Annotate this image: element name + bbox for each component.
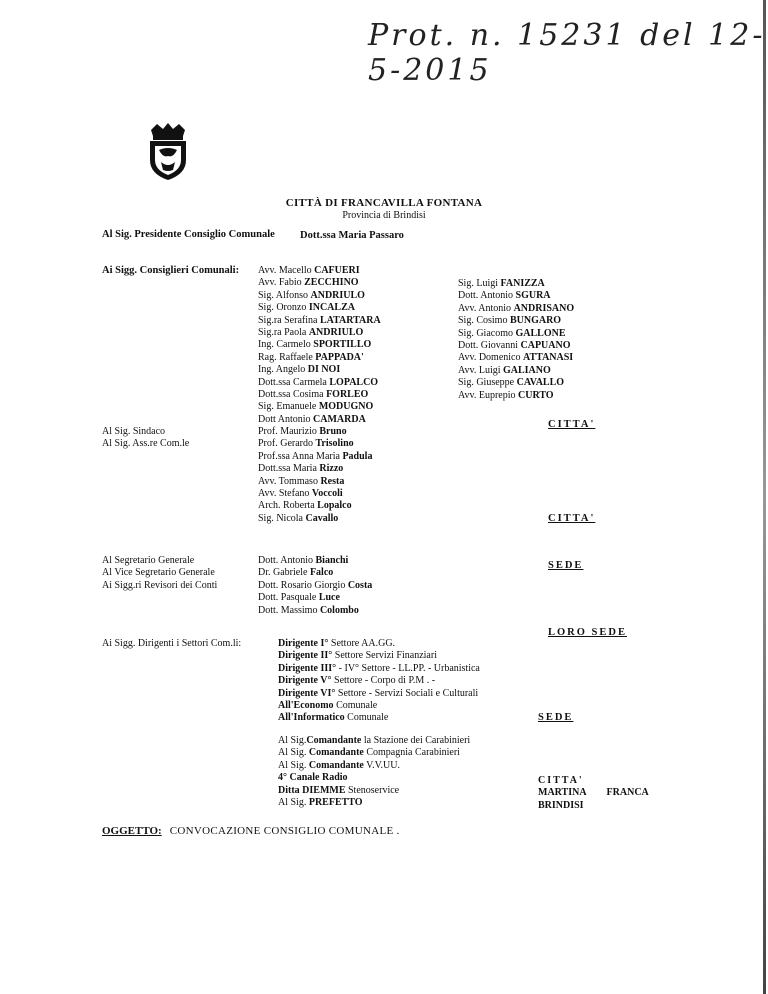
manager-entry: All'Informatico Comunale [278,712,389,724]
assessor-entry: Arch. Roberta Lopalco [258,500,352,512]
official-entry: Dott. Massimo Colombo [258,604,359,616]
official-entry: Dr. Gabriele Falco [258,567,334,579]
assessor-entry: Sig. Nicola Cavallo [258,512,339,524]
councillor-entry: Avv. Domenico ATTANASI [458,352,574,364]
councillor-entry: Avv. Euprepio CURTO [458,389,554,401]
subject-line [102,821,400,839]
other-recipient-entry: Al Sig. Comandante V.V.UU. [278,759,400,771]
councillor-entry: Avv. Fabio ZECCHINO [258,277,359,289]
councillor-entry: Sig.ra Serafina LATARTARA [258,314,381,326]
secretary-list [258,555,372,617]
province-subtitle: Provincia di Brindisi [342,210,426,221]
assessor-entry: Avv. Tommaso Resta [258,475,345,487]
other-recipient-entry: Al Sig. PREFETTO [278,797,363,809]
recipient-label: Al Segretario Generale [102,555,195,566]
councillor-entry: Dott. Antonio SGURA [458,290,551,302]
subject-text: CONVOCAZIONE CONSIGLIO COMUNALE . [169,825,400,837]
official-entry: Dott. Rosario Giorgio Costa [258,579,373,591]
councillor-entry: Sig. Giacomo GALLONE [458,327,566,339]
manager-entry: Dirigente VI° Settore - Servizi Sociali e Culturali [278,687,479,699]
councillor-entry: Ing. Angelo DI NOI [258,364,341,376]
destination-citta: CITTA' [538,775,584,786]
councillor-entry: Sig. Emanuele MODUGNO [258,401,374,413]
handwritten-protocol-note: Prot. n. 15231 del 12-5-2015 [368,18,766,88]
others-destinations [538,775,649,812]
recipient-label: Al Sig. Sindaco [102,426,166,437]
councillor-entry: Dott Antonio CAMARDA [258,413,366,425]
official-entry: Dott. Pasquale Luce [258,592,340,604]
others-list [278,735,470,809]
destination-brindisi: BRINDISI [538,799,584,811]
recipient-label: Al Sig. Ass.re Com.le [102,438,190,450]
recipient-label: Al Vice Segretario Generale [102,567,215,579]
mayor-destination: CITTA' [548,513,596,524]
recipient-label: Ai Sigg.ri Revisori dei Conti [102,579,218,591]
councillors-destination: CITTA' [548,419,596,430]
councillor-entry: Dott. Giovanni CAPUANO [458,340,571,352]
councillor-entry: Avv. Macello CAFUERI [258,265,360,276]
secretary-labels [102,555,217,592]
official-entry: Dott. Antonio Bianchi [258,555,349,566]
councillors-label: Ai Sigg. Consiglieri Comunali: [102,265,240,276]
other-recipient-entry: 4° Canale Radio [278,772,348,784]
managers-label: Ai Sigg. Dirigenti i Settori Com.li: [102,638,242,649]
assessor-entry: Prof. Maurizio Bruno [258,426,347,437]
managers-list [278,638,480,725]
assessor-entry: Prof. Gerardo Trisolino [258,438,354,450]
councillor-entry: Avv. Luigi GALIANO [458,364,551,376]
councillor-entry: Ing. Carmelo SPORTILLO [258,339,372,351]
assessor-entry: Dott.ssa Maria Rizzo [258,463,344,475]
councillors-list-1 [258,265,381,426]
president-label: Al Sig. Presidente Consiglio Comunale [102,229,275,240]
city-title: CITTÀ DI FRANCAVILLA FONTANA [285,197,483,209]
other-recipient-entry: Al Sig. Comandante Compagnia Carabinieri [278,747,460,759]
president-name: Dott.ssa Maria Passaro [300,230,404,241]
councillor-entry: Avv. Antonio ANDRISANO [458,302,575,314]
councillor-entry: Sig. Oronzo INCALZA [258,302,355,314]
mayor-list [258,426,372,525]
councillor-entry: Dott.ssa Cosima FORLEO [258,389,369,401]
councillor-entry: Rag. Raffaele PAPPADA' [258,351,364,363]
councillor-entry: Sig.ra Paola ANDRIULO [258,327,364,339]
manager-entry: Dirigente V° Settore - Corpo di P.M . - [278,675,436,687]
councillor-entry: Sig. Cosimo BUNGARO [458,315,562,327]
coat-of-arms-logo [143,122,193,182]
manager-entry: All'Economo Comunale [278,700,378,712]
scan-edge [763,0,766,994]
councillor-entry: Sig. Alfonso ANDRIULO [258,289,365,301]
manager-entry: Dirigente II° Settore Servizi Finanziari [278,650,437,662]
councillor-entry: Sig. Giuseppe CAVALLO [458,377,565,389]
councillors-list-2 [458,278,574,402]
councillor-entry: Dott.ssa Carmela LOPALCO [258,376,379,388]
managers-destination-bottom: SEDE [538,712,574,723]
manager-entry: Dirigente III° - IV° Settore - LL.PP. - Urbanistica [278,662,480,674]
secretary-destination: SEDE [548,560,584,571]
destination-martina: MARTINA FRANCA [538,787,649,799]
assessor-entry: Prof.ssa Anna Maria Padula [258,450,373,462]
subject-label: OGGETTO: [102,825,162,837]
other-recipient-entry: Al Sig.Comandante la Stazione dei Carabinieri [278,735,471,746]
manager-entry: Dirigente I° Settore AA.GG. [278,638,396,649]
assessor-entry: Avv. Stefano Voccoli [258,488,343,500]
mayor-labels [102,426,189,451]
councillor-entry: Sig. Luigi FANIZZA [458,278,545,289]
managers-destination-top: LORO SEDE [548,627,627,638]
other-recipient-entry: Ditta DIEMME Stenoservice [278,784,400,796]
